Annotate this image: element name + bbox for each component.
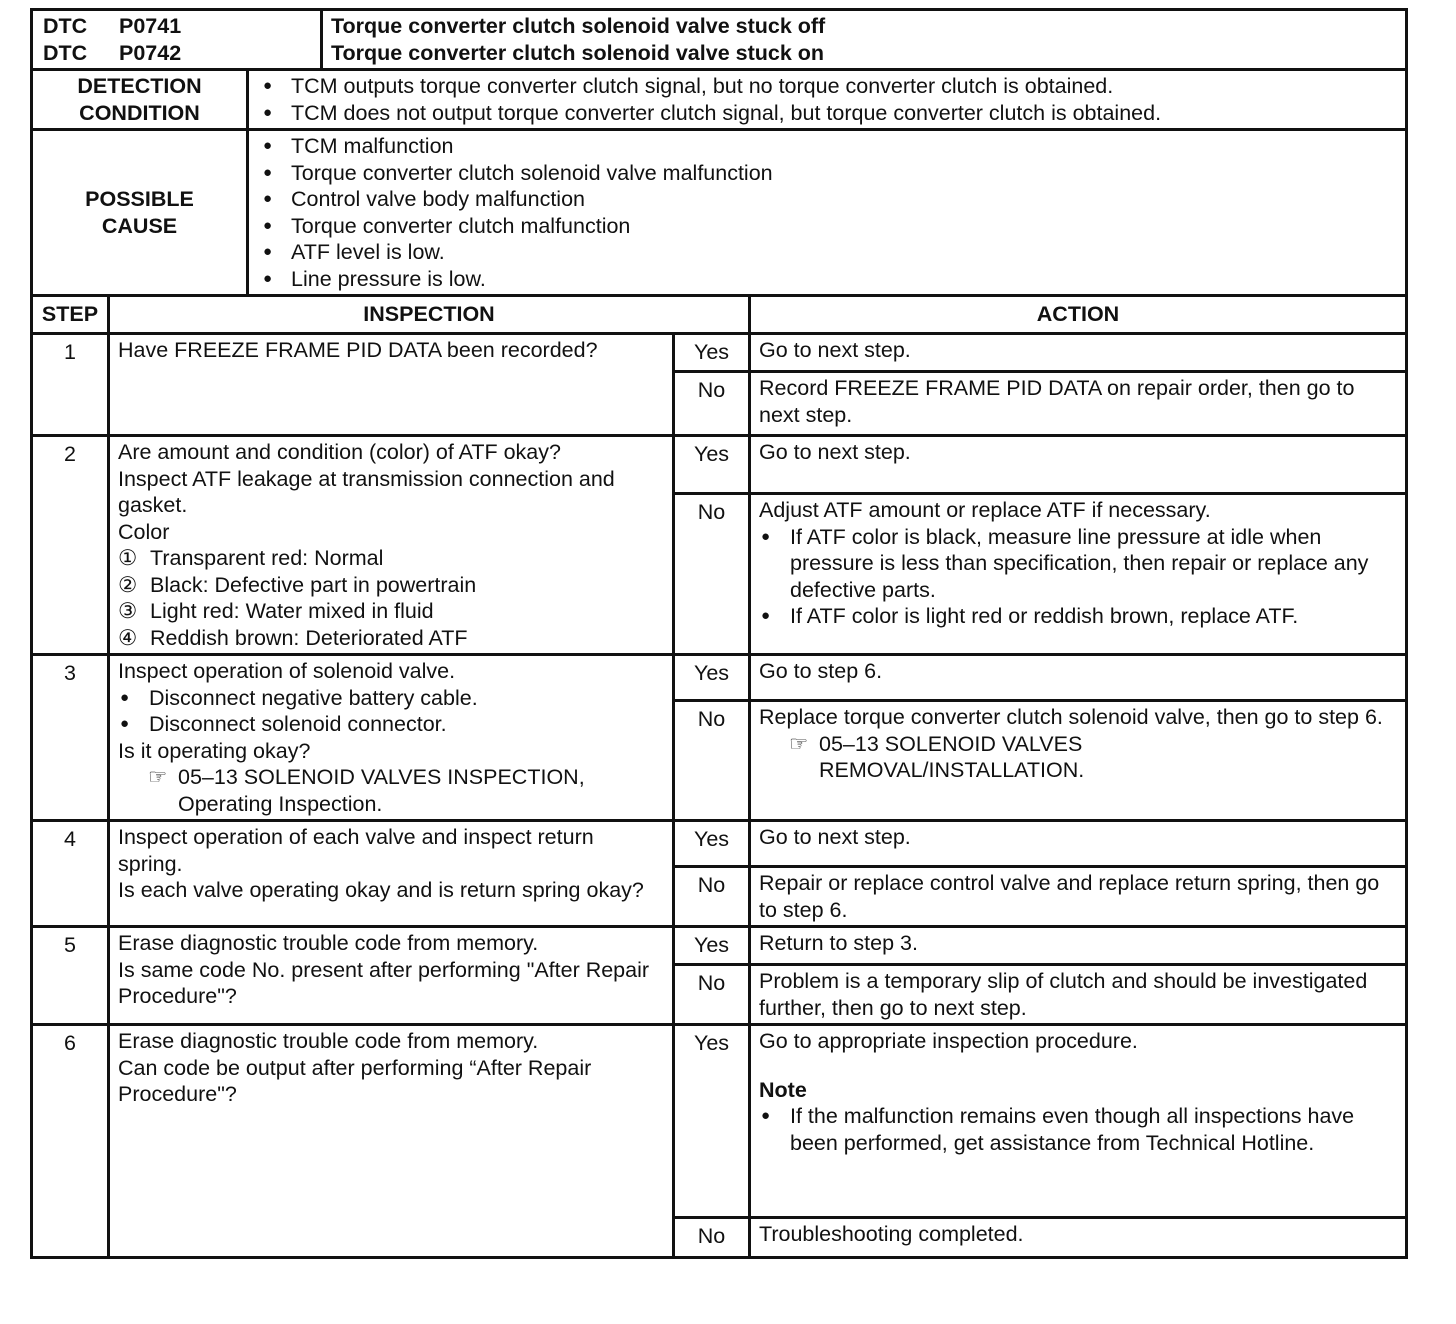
no-label: No bbox=[674, 1218, 750, 1258]
yes-action: Return to step 3. bbox=[750, 927, 1407, 965]
list-item: ● Disconnect negative battery cable. bbox=[118, 685, 664, 712]
condition-table bbox=[30, 68, 1408, 297]
table-row bbox=[32, 821, 1407, 867]
list-item: ② Black: Defective part in powertrain bbox=[118, 572, 477, 597]
steps-table bbox=[30, 294, 1408, 1259]
step-number: 3 bbox=[32, 655, 109, 821]
yes-label: Yes bbox=[674, 334, 750, 372]
yes-label: Yes bbox=[674, 436, 750, 494]
yes-label: Yes bbox=[674, 655, 750, 701]
list-item: ① Transparent red: Normal bbox=[118, 546, 384, 570]
dtc-label: DTC bbox=[43, 40, 88, 65]
step-inspection: Erase diagnostic trouble code from memory. Is same code No. present after performing "After Repair Procedure"? bbox=[109, 927, 674, 1025]
detection-condition-list bbox=[248, 70, 1407, 130]
possible-cause-label: POSSIBLE CAUSE bbox=[32, 130, 248, 296]
reference-hand-icon: ☞ bbox=[148, 765, 168, 789]
possible-cause-list bbox=[248, 130, 1407, 296]
yes-action: Go to next step. bbox=[750, 821, 1407, 867]
step-number: 5 bbox=[32, 927, 109, 1025]
list-item: ● TCM outputs torque converter clutch signal, but no torque converter clutch is obtained. bbox=[257, 73, 1397, 100]
no-label: No bbox=[674, 965, 750, 1025]
no-action: Replace torque converter clutch solenoid valve, then go to step 6. ☞ 05–13 SOLENOID VALVES REMOVAL/INSTALLATION. bbox=[750, 701, 1407, 821]
col-step-header: STEP bbox=[32, 296, 109, 334]
list-item: ● If ATF color is black, measure line pressure at idle when pressure is less than specification, then repair or replace any defective parts. bbox=[759, 524, 1397, 604]
list-item: ● If ATF color is light red or reddish brown, replace ATF. bbox=[759, 603, 1397, 630]
no-action: Troubleshooting completed. bbox=[750, 1218, 1407, 1258]
no-label: No bbox=[674, 494, 750, 655]
list-item: ● TCM malfunction bbox=[257, 133, 1397, 160]
list-item: ● Torque converter clutch solenoid valve malfunction bbox=[257, 160, 1397, 187]
step-number: 1 bbox=[32, 334, 109, 436]
col-inspection-header: INSPECTION bbox=[109, 296, 750, 334]
no-action: Record FREEZE FRAME PID DATA on repair order, then go to next step. bbox=[750, 372, 1407, 436]
dtc-description: Torque converter clutch solenoid valve stuck on bbox=[331, 40, 825, 65]
step-inspection: Inspect operation of solenoid valve. ● Disconnect negative battery cable. ● Disconnect solenoid connector. Is it operating okay? ☞ 05–13 SOLENOID VALVES INSPECTION, Operating Inspection. bbox=[109, 655, 674, 821]
table-row bbox=[32, 1025, 1407, 1218]
no-label: No bbox=[674, 867, 750, 927]
list-item: ● Torque converter clutch malfunction bbox=[257, 213, 1397, 240]
list-item: ● ATF level is low. bbox=[257, 239, 1397, 266]
yes-action: Go to next step. bbox=[750, 436, 1407, 494]
yes-action: Go to next step. bbox=[750, 334, 1407, 372]
list-item: ④ Reddish brown: Deteriorated ATF bbox=[118, 625, 468, 650]
yes-action: Go to appropriate inspection procedure. Note ● If the malfunction remains even though all inspections have been performed, get assistance from Technical Hotline. bbox=[750, 1025, 1407, 1218]
dtc-description: Torque converter clutch solenoid valve stuck off bbox=[331, 14, 826, 38]
manual-reference: ☞ 05–13 SOLENOID VALVES REMOVAL/INSTALLATION. bbox=[789, 731, 1085, 782]
no-label: No bbox=[674, 372, 750, 436]
table-row bbox=[32, 655, 1407, 701]
dtc-header-table bbox=[30, 8, 1408, 71]
no-action: Problem is a temporary slip of clutch and should be investigated further, then go to next step. bbox=[750, 965, 1407, 1025]
yes-label: Yes bbox=[674, 821, 750, 867]
dtc-document bbox=[30, 8, 1408, 1259]
step-inspection: Have FREEZE FRAME PID DATA been recorded? bbox=[109, 334, 674, 436]
step-number: 6 bbox=[32, 1025, 109, 1258]
step-inspection: Are amount and condition (color) of ATF okay? Inspect ATF leakage at transmission connection and gasket. Color ① Transparent red: Normal ② Black: Defective part in powertrain ③ Light red: Water mixed in fluid ④ Reddish brown: Deteriorated ATF bbox=[109, 436, 674, 655]
step-inspection: Inspect operation of each valve and inspect return spring. Is each valve operating okay and is return spring okay? bbox=[109, 821, 674, 927]
dtc-label: DTC bbox=[43, 14, 88, 38]
dtc-descriptions bbox=[322, 10, 1407, 70]
list-item: ● TCM does not output torque converter clutch signal, but torque converter clutch is obtained. bbox=[257, 100, 1397, 127]
step-inspection: Erase diagnostic trouble code from memory. Can code be output after performing “After Repair Procedure"? bbox=[109, 1025, 674, 1258]
no-action: Repair or replace control valve and replace return spring, then go to step 6. bbox=[750, 867, 1407, 927]
manual-reference: ☞ 05–13 SOLENOID VALVES INSPECTION, Operating Inspection. bbox=[148, 765, 585, 816]
step-number: 4 bbox=[32, 821, 109, 927]
list-item: ● Control valve body malfunction bbox=[257, 186, 1397, 213]
list-item: ● If the malfunction remains even though all inspections have been performed, get assistance from Technical Hotline. bbox=[759, 1103, 1397, 1156]
table-row bbox=[32, 927, 1407, 965]
yes-label: Yes bbox=[674, 1025, 750, 1218]
no-label: No bbox=[674, 701, 750, 821]
dtc-code: P0741 bbox=[119, 14, 182, 38]
list-item: ● Disconnect solenoid connector. bbox=[118, 711, 664, 738]
yes-label: Yes bbox=[674, 927, 750, 965]
dtc-code: P0742 bbox=[119, 40, 182, 65]
list-item: ③ Light red: Water mixed in fluid bbox=[118, 599, 434, 623]
step-number: 2 bbox=[32, 436, 109, 655]
list-item: ● Line pressure is low. bbox=[257, 266, 1397, 293]
dtc-codes bbox=[32, 10, 322, 70]
table-row bbox=[32, 334, 1407, 372]
detection-condition-label: DETECTION CONDITION bbox=[32, 70, 248, 130]
table-row bbox=[32, 436, 1407, 494]
reference-hand-icon: ☞ bbox=[789, 731, 809, 756]
col-action-header: ACTION bbox=[750, 296, 1407, 334]
no-action: Adjust ATF amount or replace ATF if necessary. ● If ATF color is black, measure line pressure at idle when pressure is less than specification, then repair or replace any defective parts. ● If ATF color is light red or reddish brown, replace ATF. bbox=[750, 494, 1407, 655]
yes-action: Go to step 6. bbox=[750, 655, 1407, 701]
note-title: Note bbox=[759, 1077, 807, 1102]
